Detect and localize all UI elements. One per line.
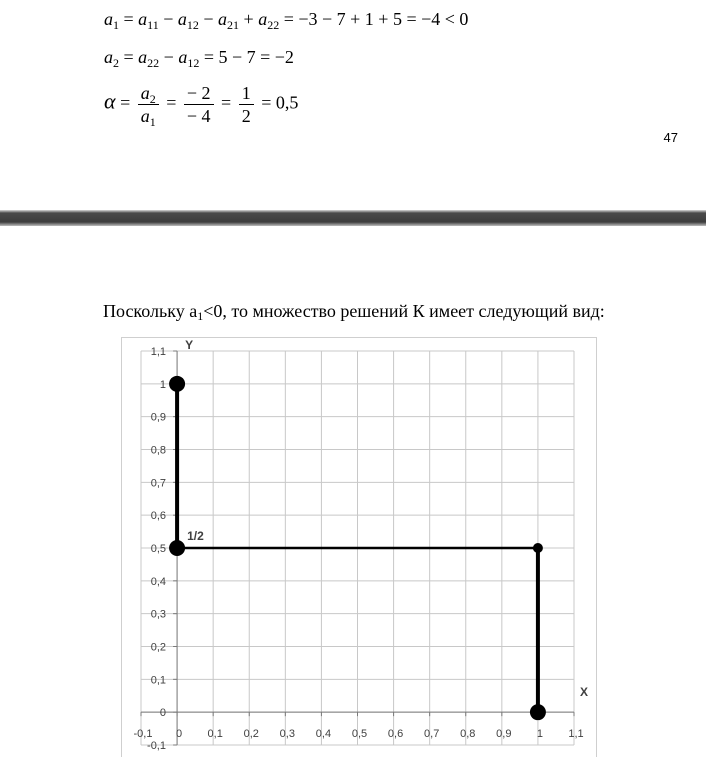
equation-term: α	[104, 88, 116, 114]
y-tick-label: 0,2	[150, 641, 166, 654]
page-number: 47	[663, 130, 678, 145]
point-annotation: 1/2	[187, 529, 204, 543]
x-tick-label: 0,3	[279, 728, 295, 741]
equation-operator: =	[115, 92, 135, 113]
equation-subscript: 22	[147, 56, 160, 70]
y-tick-label: 0,9	[150, 411, 166, 424]
fraction-denominator: 2	[241, 106, 251, 126]
y-tick-label: 1,1	[150, 346, 166, 358]
intro-text-part: Поскольку a	[103, 301, 198, 321]
x-tick-label: 1,1	[568, 728, 584, 741]
x-tick-label: 0,9	[496, 728, 512, 741]
x-axis-label: X	[580, 685, 589, 700]
equation-term: a	[138, 47, 148, 67]
fraction-numerator: 1	[239, 82, 254, 105]
equation-term: a	[177, 9, 187, 29]
equation-subscript: 12	[186, 18, 199, 32]
equation-term: a	[218, 9, 228, 29]
x-tick-label: 0,6	[387, 728, 404, 741]
equation-term: a	[140, 83, 150, 103]
x-tick-label: 0,8	[460, 728, 476, 741]
y-tick-label: 0	[159, 707, 166, 720]
y-tick-label: 0,6	[150, 510, 166, 523]
equation-term: a	[104, 9, 113, 29]
x-tick-label: 0	[176, 728, 183, 741]
x-tick-label: -0,1	[133, 728, 153, 741]
x-tick-label: 0,1	[207, 728, 223, 741]
equation-subscript: 11	[147, 18, 159, 32]
x-tick-label: 0,7	[424, 728, 440, 741]
equation-operator: +	[239, 9, 259, 29]
y-tick-label: 0,7	[150, 477, 166, 490]
y-tick-label: 1	[159, 378, 166, 391]
y-axis-label: Y	[185, 338, 194, 352]
equation-result: = 0,5	[256, 92, 299, 113]
equation-term: a	[178, 47, 188, 67]
equation-term: a	[138, 9, 148, 29]
solution-point	[169, 376, 185, 392]
equation-operator: =	[119, 9, 139, 29]
equation-subscript: 21	[227, 18, 240, 32]
equation-operator: =	[119, 47, 139, 67]
equation-term: a	[140, 106, 150, 126]
equation-operator: =	[216, 92, 236, 113]
y-tick-label: 0,4	[150, 575, 166, 588]
equation-subscript: 1	[113, 18, 119, 32]
solution-point	[530, 704, 546, 720]
equation-operator: −	[198, 9, 219, 29]
equation-subscript: 12	[187, 56, 200, 70]
y-tick-label: -0,1	[147, 740, 166, 752]
equation-subscript: 2	[113, 56, 119, 70]
equation-subscript: 2	[149, 92, 156, 106]
y-tick-label: 0,8	[150, 444, 166, 457]
x-tick-label: 0,2	[243, 728, 259, 741]
x-tick-label: 1	[536, 728, 543, 741]
equation-operator: −	[158, 9, 178, 29]
intro-text-part: <0, то множество решений К имеет следующий вид:	[203, 301, 605, 321]
equation-term: a	[104, 47, 113, 67]
x-tick-label: 0,5	[351, 728, 368, 741]
x-tick-label: 0,4	[315, 728, 332, 741]
y-tick-label: 0,1	[150, 674, 166, 687]
equation-result: = 5 − 7 = −2	[199, 47, 294, 67]
equation-result: = −3 − 7 + 1 + 5 = −4 < 0	[279, 9, 469, 29]
equation-term: a	[258, 9, 268, 29]
y-tick-label: 0,5	[150, 543, 166, 555]
solution-point	[169, 540, 185, 556]
equation-subscript: 22	[267, 18, 280, 32]
equation-subscript: 1	[149, 115, 156, 129]
equation-operator: =	[161, 92, 181, 113]
solution-point	[533, 543, 543, 553]
fraction-denominator: − 4	[186, 106, 211, 126]
y-tick-label: 0,3	[150, 608, 166, 621]
intro-subscript: 1	[197, 309, 204, 323]
equation-operator: −	[159, 47, 179, 67]
fraction-numerator: − 2	[184, 82, 214, 105]
